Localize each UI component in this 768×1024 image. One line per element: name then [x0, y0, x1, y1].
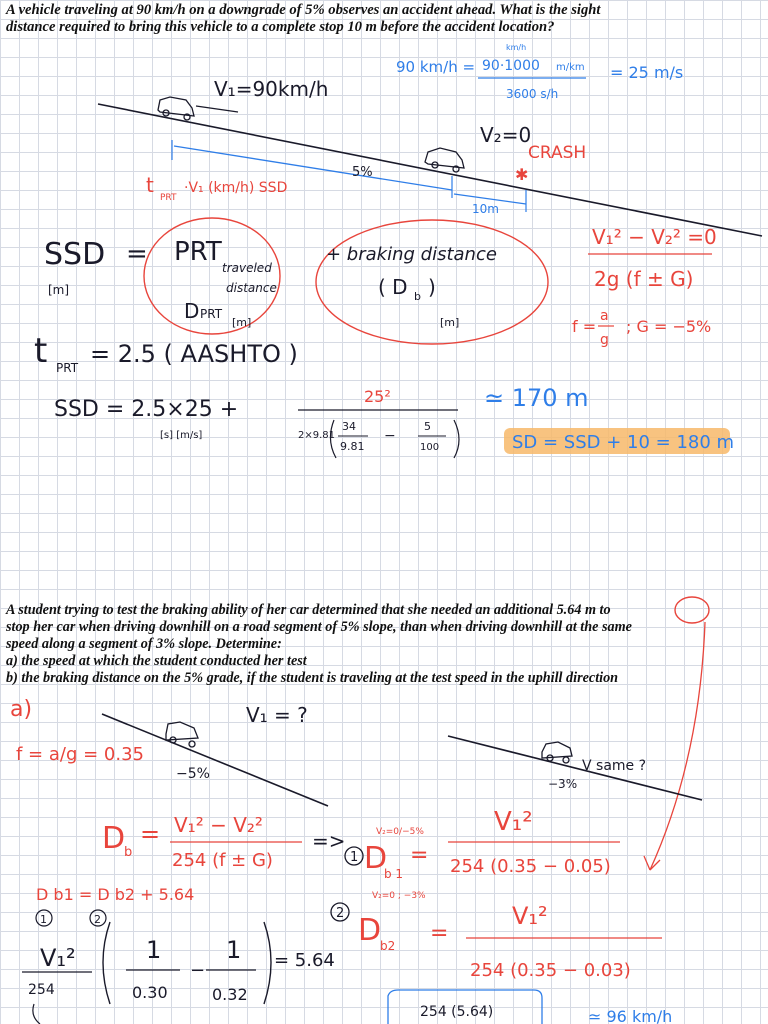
bottom-tail: ≃ 96 km/h [588, 1007, 673, 1024]
problem-1-line-2: distance required to bring this vehicle to a complete stop 10 m before the accident location? [6, 19, 555, 35]
d032: 0.32 [212, 985, 248, 1004]
problem-2-line-2: stop her car when driving downhill on a road segment of 5% slope, than when driving downhill at the same [6, 619, 632, 635]
ten-m-label: 10m [472, 202, 499, 216]
v1-label: V₁=90km/h [214, 77, 329, 101]
frac-b-numerator: 5 [424, 420, 431, 433]
circle-1-number: 1 [350, 850, 359, 865]
db1-subscript: b 1 [384, 867, 404, 881]
frac-numerator: 25² [364, 387, 391, 406]
equals-sign: = [430, 921, 449, 946]
part-a-label: a) [10, 697, 33, 722]
problem-2-line-3: speed along a segment of 3% slope. Determine: [6, 636, 282, 652]
arrow-icon [196, 106, 238, 112]
bottom-numerator: V₁² [40, 944, 76, 972]
car-icon [166, 722, 198, 747]
v2-label: V₂=0 [480, 123, 532, 147]
ssd-unit: [m] [48, 283, 70, 297]
eq2-denominator: 254 (0.35 − 0.03) [470, 960, 631, 981]
one-b: 1 [226, 936, 242, 964]
circle-2-number-small: 2 [94, 913, 101, 926]
db-close: ) [428, 275, 436, 299]
equals-sign: = [126, 239, 148, 269]
v-same-label: V same ? [582, 758, 647, 774]
tprt-eq-subscript: PRT [56, 361, 79, 375]
v2-note-1: V₂=0/−5% [376, 827, 424, 837]
crash-star-icon: ✱ [515, 165, 529, 184]
db-subscript: b [414, 290, 421, 303]
db2-subscript: b2 [380, 939, 396, 953]
conversion-numerator: 90·1000 [482, 58, 540, 74]
tprt-subscript: PRT [160, 193, 177, 203]
ssd-label: SSD [44, 237, 106, 272]
minus-sign: − [190, 960, 206, 981]
bottom-box-value: 254 (5.64) [420, 1004, 494, 1020]
units-row: [s] [m/s] [160, 430, 203, 441]
conversion-left: 90 km/h = [396, 58, 476, 76]
tprt-rest: ·V₁ (km/h) SSD [184, 180, 288, 196]
f-definition: f = [572, 317, 597, 336]
f-value: f = a/g = 0.35 [16, 744, 144, 765]
approx-result: ≃ 170 m [484, 384, 589, 412]
conversion-unit: m/km [556, 62, 585, 73]
sd-result: SD = SSD + 10 = 180 m [512, 432, 735, 453]
circle-2-number: 2 [336, 906, 345, 921]
eq1-denominator: 254 (0.35 − 0.05) [450, 856, 611, 877]
implies-arrow: => [312, 829, 346, 853]
conversion-denominator: 3600 s/h [506, 87, 559, 101]
car-icon [425, 148, 464, 172]
db-formula-denominator: 254 (f ± G) [172, 850, 273, 871]
conversion-result: = 25 m/s [610, 63, 684, 82]
db1-d: D [364, 841, 388, 876]
bottom-denominator: 254 [28, 982, 55, 998]
db-open: ( D [378, 275, 408, 299]
rhs-value: = 5.64 [274, 950, 335, 971]
db-formula-numerator: V₁² − V₂² [174, 813, 263, 837]
ssd-calculation: SSD = 2.5×25 + [54, 397, 239, 422]
problem-1-line-1: A vehicle traveling at 90 km/h on a downgrade of 5% observes an accident ahead. What is the sight [6, 2, 601, 18]
dprt-label: D [184, 299, 200, 323]
road-line-1 [98, 104, 762, 236]
bracket [33, 1004, 40, 1024]
db2-d: D [358, 913, 382, 948]
traveled-label: traveled [222, 261, 272, 275]
distance-label: distance [226, 281, 277, 295]
equals-sign: = [410, 843, 429, 868]
f-denominator: g [600, 332, 609, 348]
db-formula-d: D [102, 821, 126, 856]
eq2-numerator: V₁² [512, 902, 548, 930]
frac-a-numerator: 34 [342, 420, 356, 433]
frac-denominator: 2×9.81 [298, 430, 336, 441]
braking-distance-label: + braking distance [326, 244, 497, 265]
equals-sign: = [140, 820, 161, 848]
d030: 0.30 [132, 983, 168, 1002]
frac-minus: − [384, 428, 396, 444]
dprt-unit: [m] [232, 316, 252, 329]
tprt-label: t [146, 173, 154, 197]
circle-1-number-small: 1 [40, 913, 47, 926]
problem-2-line-4: a) the speed at which the student conducted her test [6, 653, 307, 669]
slope-3pct-label: −3% [548, 777, 578, 791]
slope-label: 5% [352, 165, 373, 180]
f-numerator: a [600, 308, 609, 324]
conversion-num-unit: km/h [506, 43, 527, 52]
prt-label: PRT [174, 237, 222, 267]
highlight-circle [675, 597, 709, 623]
slope-5pct-label: −5% [176, 766, 210, 782]
tprt-equation: = 2.5 ( AASHTO ) [90, 340, 298, 368]
frac-b-denominator: 100 [420, 442, 440, 453]
problem-2-line-5: b) the braking distance on the 5% grade, if the student is traveling at the test speed in the uphill direction [6, 670, 619, 686]
db-unit: [m] [440, 316, 460, 329]
frac-a-denominator: 9.81 [340, 440, 365, 453]
one-a: 1 [146, 936, 162, 964]
relation-text: D b1 = D b2 + 5.64 [36, 885, 195, 904]
db-formula-subscript: b [124, 845, 133, 860]
pointer-arrow [650, 622, 705, 870]
formula-numerator: V₁² − V₂² =0 [592, 225, 717, 249]
eq1-numerator: V₁² [494, 807, 533, 837]
car-icon [542, 742, 572, 763]
g-definition: ; G = −5% [626, 317, 712, 336]
tprt-t: t [34, 331, 48, 371]
v1-question: V₁ = ? [246, 703, 308, 727]
crash-label: CRASH [528, 143, 587, 163]
arrow-head-icon [644, 856, 660, 870]
dprt-subscript: PRT [200, 307, 223, 321]
formula-denominator: 2g (f ± G) [594, 267, 694, 291]
v2-note-2: V₂=0 ; −3% [372, 891, 426, 901]
problem-2-line-1: A student trying to test the braking ability of her car determined that she needed an additional 5.64 m to [6, 602, 611, 618]
